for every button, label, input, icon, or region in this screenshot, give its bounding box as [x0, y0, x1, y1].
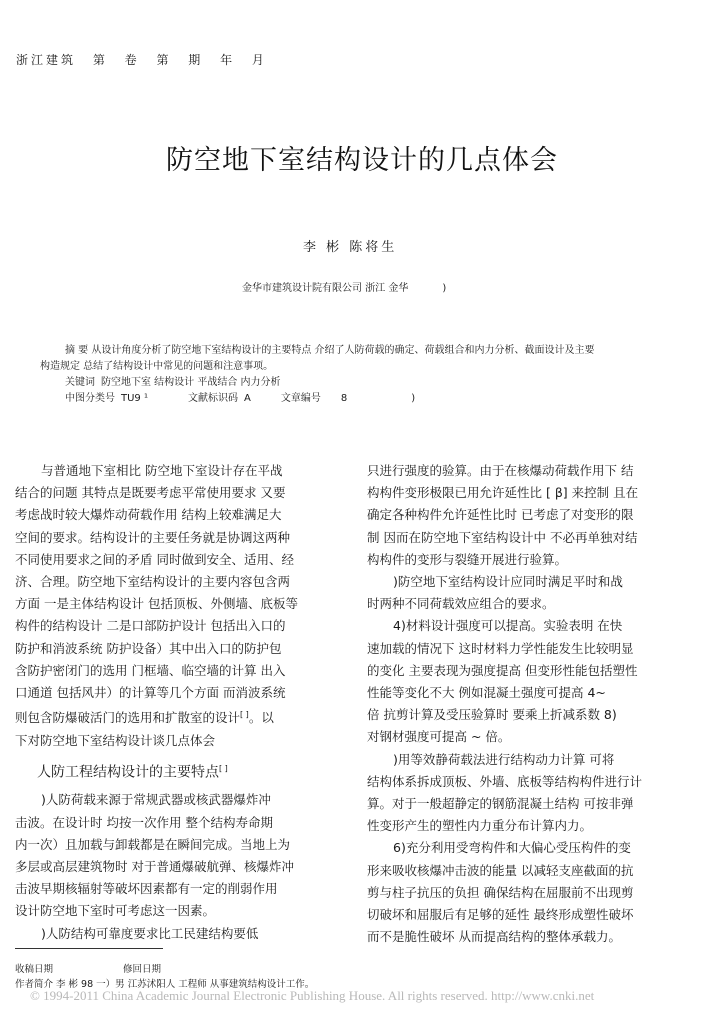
journal-header: 浙江建筑 第 卷 第 期 年 月 — [16, 53, 267, 67]
text-line: 时两种不同荷载效应组合的要求。 — [367, 596, 555, 612]
text-line: 4)材料设计强度可以提高。实验表明 在快 — [393, 618, 623, 634]
paragraph — [367, 615, 689, 748]
footnote-divider — [15, 948, 163, 949]
author-bio: 作者简介 李 彬 98 一）男 江苏沭阳人 工程师 从事建筑结构设计工作。 — [15, 979, 315, 990]
text-line: 对钢材强度可提高 ~ 倍。 — [367, 729, 511, 745]
article-no-value: 8 — [340, 393, 348, 404]
footnote-dates — [15, 962, 314, 977]
classification-line — [40, 391, 680, 407]
text-line: 倍 抗剪计算及受压验算时 要乘上折减系数 8) — [367, 707, 617, 723]
keywords-line — [40, 375, 680, 391]
text-line: 性变形产生的塑性内力重分布计算内力。 — [367, 818, 593, 834]
left-column — [15, 460, 337, 945]
affiliation-tail: ) — [442, 283, 447, 294]
affiliation-name: 金华市建筑设计院有限公司 浙江 金华 — [242, 283, 409, 294]
text-line: 速加载的情况下 这时材料力学性能发生比较明显 — [367, 640, 634, 656]
text-line: 结合的问题 其特点是既要考虑平常使用要求 又要 — [15, 485, 286, 501]
text-line: 的变化 主要表现为强度提高 但变形性能包括塑性 — [367, 662, 638, 678]
article-no-label: 文章编号 — [280, 393, 321, 404]
text-line: 口通道 包括风井）的计算等几个方面 而消波系统 — [15, 685, 286, 701]
text-line: 而不是脆性破坏 从而提高结构的整体承载力。 — [367, 929, 621, 945]
text-line: 空间的要求。结构设计的主要任务就是协调这两种 — [15, 529, 291, 545]
citation: [ ] — [240, 710, 249, 720]
text-line: 构件的结构设计 二是口部防护设计 包括出入口的 — [15, 618, 286, 634]
doc-code-label: 文献标识码 — [187, 393, 238, 404]
received-date-label: 收稿日期 — [15, 964, 54, 975]
text-line: 算。对于一般超静定的钢筋混凝土结构 可按非弹 — [367, 796, 634, 812]
copyright-watermark: © 1994-2011 China Academic Journal Electronic Publishing House. All rights reserved. http://www.cnki.net — [30, 988, 595, 1003]
clc-value: TU9 ¹ — [121, 393, 148, 404]
abstract-block — [40, 343, 680, 407]
paragraph — [15, 789, 337, 922]
paragraph — [367, 571, 689, 615]
text-line: )用等效静荷载法进行结构动力计算 可将 — [393, 751, 615, 767]
clc-label: 中图分类号 — [65, 393, 115, 404]
authors: 李 彬 陈将生 — [303, 240, 398, 255]
text-line: 制 因而在防空地下室结构设计中 不必再单独对结 — [367, 529, 638, 545]
text-line: 性能等变化不大 例如混凝土强度可提高 4~ — [367, 685, 606, 701]
text-line: 构构件的变形与裂缝开展进行验算。 — [367, 551, 568, 567]
revised-date-label: 修回日期 — [123, 964, 162, 975]
right-column — [367, 460, 689, 948]
text-line: 剪与柱子抗压的负担 确保结构在屈服前不出现剪 — [367, 884, 634, 900]
paper-title: 防空地下室结构设计的几点体会 — [166, 145, 558, 176]
paragraph — [367, 460, 689, 571]
text-line: 方面 一是主体结构设计 包括顶板、外侧墙、底板等 — [15, 596, 298, 612]
text-line: 与普通地下室相比 防空地下室设计存在平战 — [41, 463, 283, 478]
text-line — [15, 704, 337, 729]
intro-paragraph — [15, 460, 337, 752]
text-line: 6)充分利用受弯构件和大偏心受压构件的变 — [393, 840, 631, 856]
keywords-label: 关键词 — [65, 377, 95, 388]
text-line: 构构件变形极限已用允许延性比 [ β] 来控制 且在 — [367, 485, 639, 501]
text-line: 击波。在设计时 均按一次作用 整个结构寿命期 — [15, 814, 273, 830]
text-line: 设计防空地下室时可考虑这一因素。 — [15, 903, 216, 919]
abstract-line-2: 构造规定 总结了结构设计中常见的问题和注意事项。 — [40, 361, 274, 372]
text-line: 含防护密闭门的选用 门框墙、临空墙的计算 出入 — [15, 662, 286, 678]
text-line: 击波早期核辐射等破坏因素都有一定的削弱作用 — [15, 881, 278, 897]
text-line: 防护和消波系统 防护设备）其中出入口的防护包 — [15, 640, 282, 656]
citation: [ ] — [219, 763, 228, 773]
text-line: 只进行强度的验算。由于在核爆动荷载作用下 结 — [367, 463, 634, 478]
doc-code-value: A — [243, 393, 251, 404]
text-fragment: 。以 — [248, 710, 274, 726]
article-no-tail: ) — [411, 393, 416, 404]
affiliation — [242, 279, 446, 294]
paragraph — [367, 749, 689, 838]
text-line: 确定各种构件允许延性比时 已考虑了对变形的限 — [367, 507, 634, 523]
text-line: 考虑战时较大爆炸动荷载作用 结构上较难满足大 — [15, 507, 282, 523]
text-line: 结构体系拆成顶板、外墙、底板等结构构件进行计 — [367, 773, 643, 789]
section-heading — [37, 756, 337, 786]
text-line: 不同使用要求之间的矛盾 同时做到安全、适用、经 — [15, 551, 294, 567]
text-line: 切破坏和屈服后有足够的延性 最终形成塑性破坏 — [367, 907, 634, 923]
text-line: )防空地下室结构设计应同时满足平时和战 — [393, 574, 623, 590]
abstract-line-1: 摘 要 从设计角度分析了防空地下室结构设计的主要特点 介绍了人防荷载的确定、荷载组合和内力分析、截面设计及主要 — [65, 345, 595, 356]
section-title: 人防工程结构设计的主要特点 — [37, 764, 219, 781]
text-line: 济、合理。防空地下室结构设计的主要内容包含两 — [15, 574, 291, 590]
keywords: 防空地下室 结构设计 平战结合 内力分析 — [101, 377, 281, 388]
paragraph — [15, 923, 337, 945]
text-line: 下对防空地下室结构设计谈几点体会 — [15, 732, 216, 748]
text-line: 形来吸收核爆冲击波的能量 以减轻支座截面的抗 — [367, 862, 634, 878]
text-line: 多层或高层建筑物时 对于普通爆破航弹、核爆炸冲 — [15, 859, 294, 875]
text-line: 内一次）且加载与卸载都是在瞬间完成。当地上为 — [15, 836, 291, 852]
text-line: )人防结构可靠度要求比工民建结构要低 — [41, 925, 259, 941]
paragraph — [367, 837, 689, 948]
text-line: )人防荷载来源于常规武器或核武器爆炸冲 — [41, 792, 271, 808]
text-fragment: 则包含防爆破活门的选用和扩散室的设计 — [15, 710, 241, 726]
